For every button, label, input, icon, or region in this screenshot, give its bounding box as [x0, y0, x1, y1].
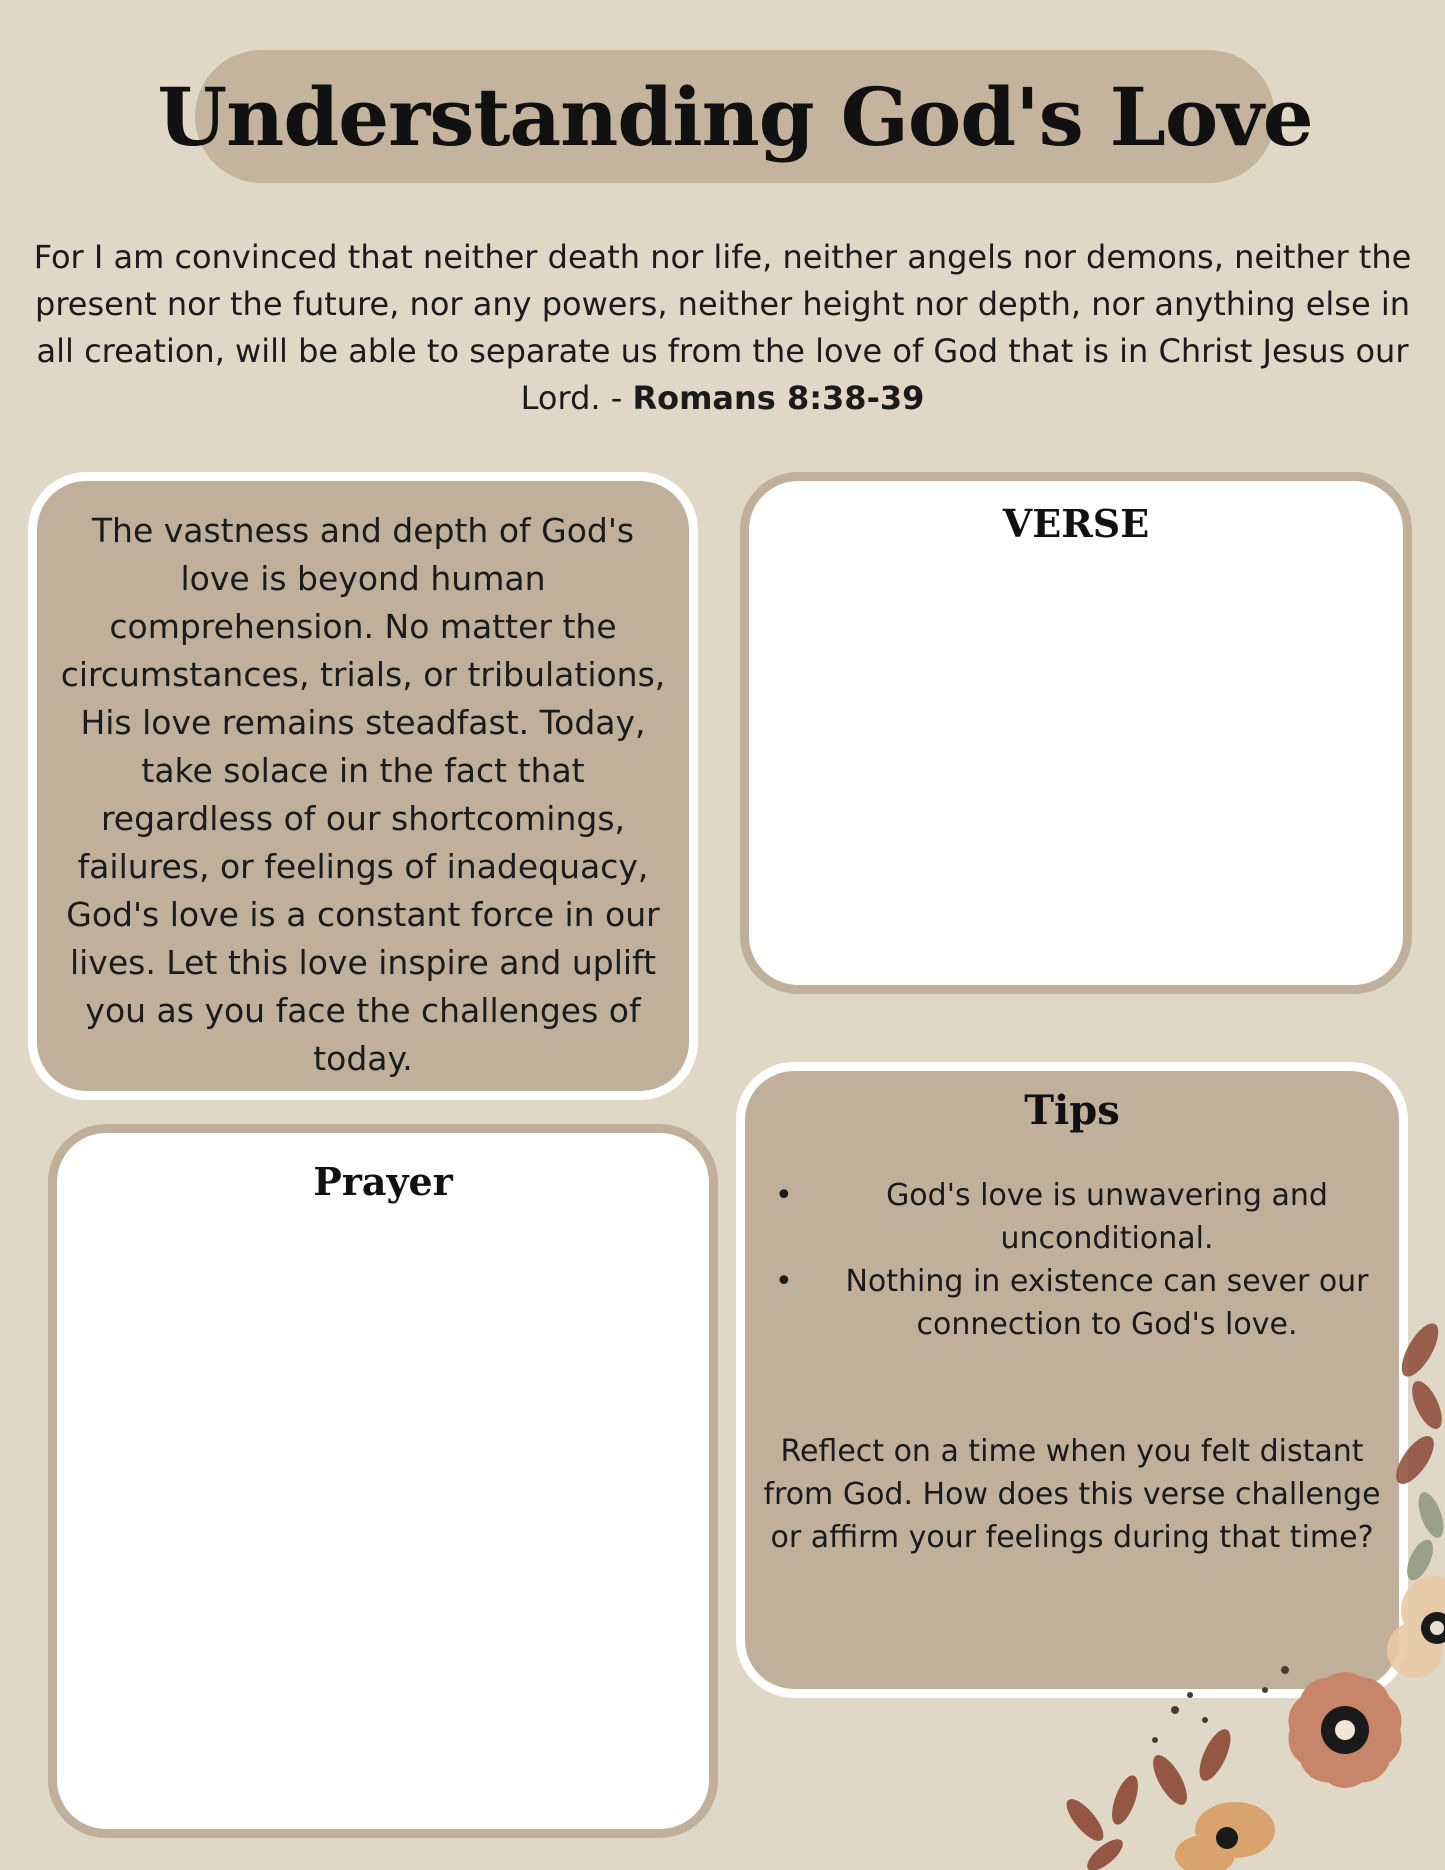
bullet-icon: •	[775, 1264, 793, 1299]
tip-text: Nothing in existence can sever our connection to God's love.	[845, 1264, 1369, 1342]
list-item	[765, 1174, 1379, 1260]
bullet-icon: •	[775, 1178, 793, 1213]
quote-text: For I am convinced that neither death nor life, neither angels nor demons, neither the present nor the future, nor any powers, neither height nor depth, nor anything else in all creation, will be able to separate us from the love of God that is in Christ Jesus our Lord. -	[33, 238, 1412, 417]
prayer-heading: Prayer	[313, 1159, 453, 1204]
floral-corner-icon	[965, 1310, 1445, 1870]
prayer-card[interactable]	[48, 1124, 718, 1838]
intro-text: The vastness and depth of God's love is beyond human comprehension. No matter the circumstances, trials, or tribulations, His love remains steadfast. Today, take solace in the fact that regardless of our shortcomings, failures, or feelings of inadequacy, God's love is a constant force in our lives. Let this love inspire and uplift you as you face the challenges of today.	[60, 511, 666, 1078]
reflection-prompt: Reflect on a time when you felt distant from God. How does this verse challenge or affirm your feelings during that time?	[763, 1434, 1381, 1555]
intro-card	[28, 472, 698, 1100]
tip-text: God's love is unwavering and unconditional.	[886, 1178, 1328, 1256]
tips-heading: Tips	[1024, 1087, 1120, 1134]
quote-reference: Romans 8:38-39	[632, 379, 925, 417]
scripture-quote	[30, 234, 1415, 422]
verse-card[interactable]	[740, 472, 1412, 994]
page-title: Understanding God's Love	[157, 69, 1313, 164]
title-banner	[157, 50, 1313, 183]
verse-heading: VERSE	[1002, 501, 1150, 546]
